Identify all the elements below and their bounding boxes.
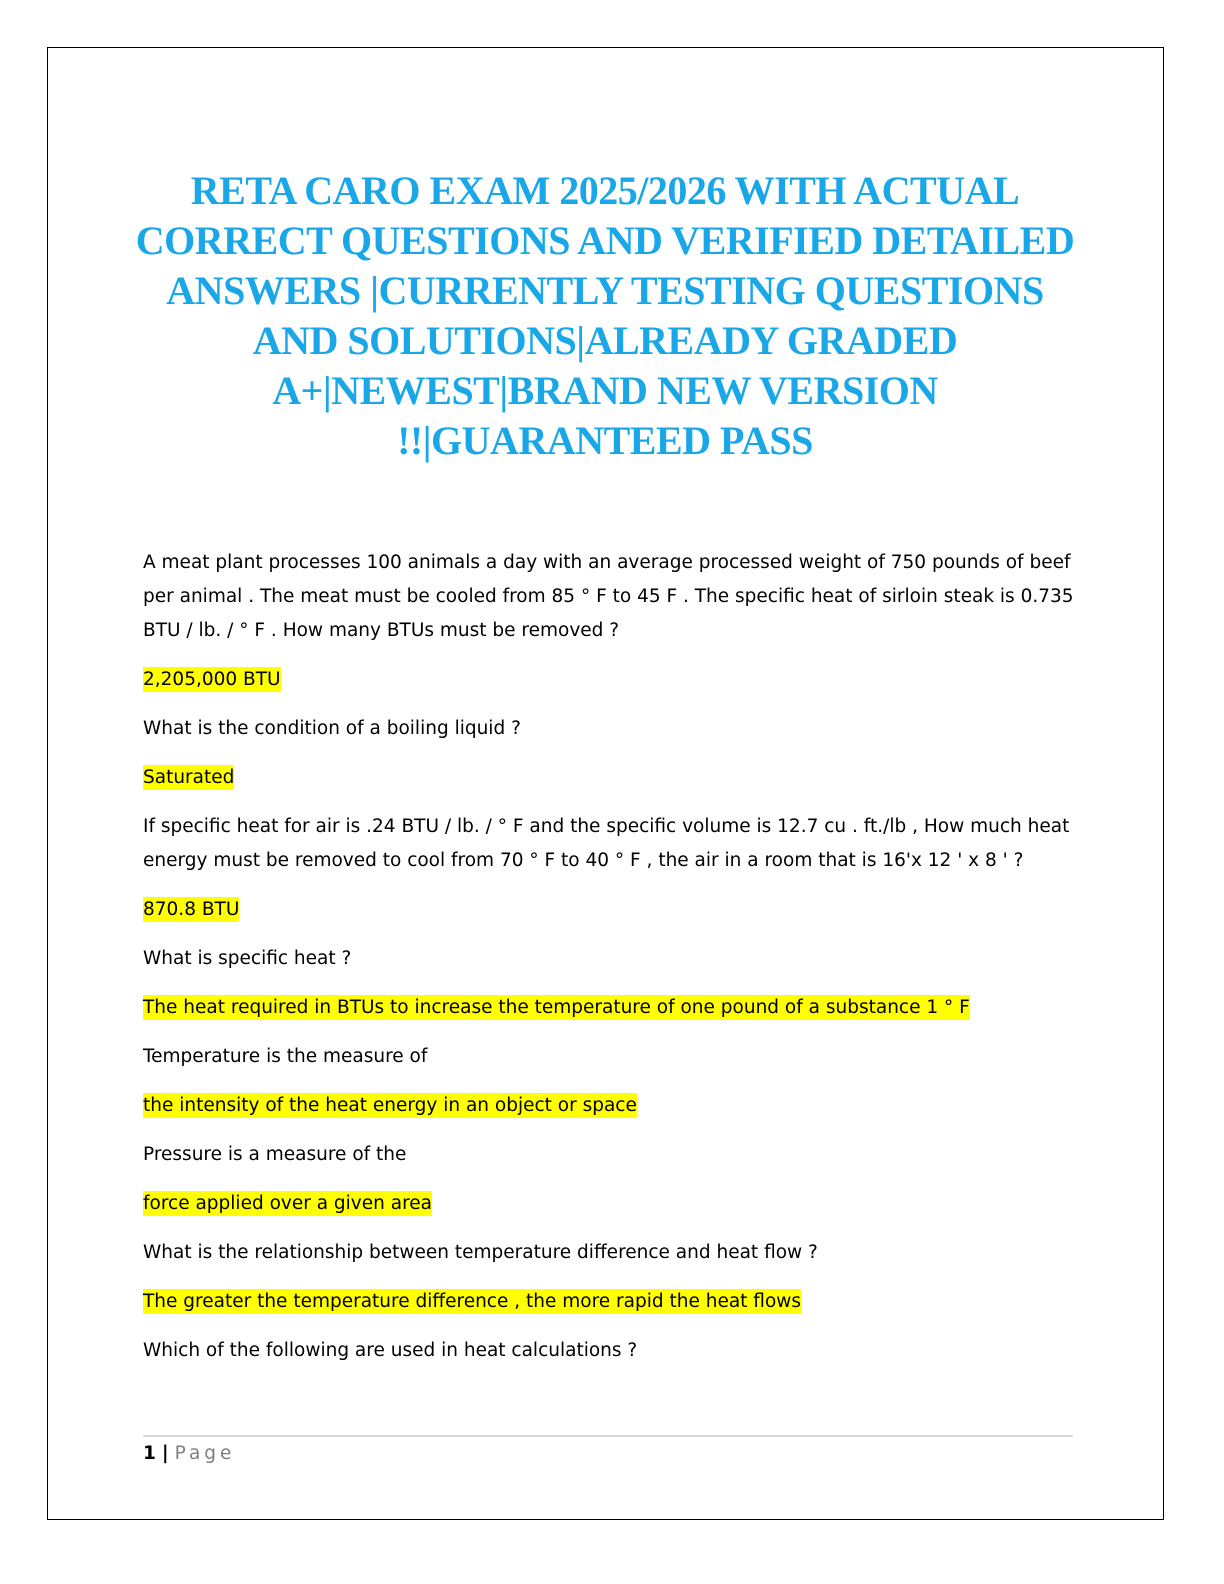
footer-divider — [143, 1435, 1073, 1437]
qa-item — [143, 546, 1078, 697]
footer-separator: | — [161, 1443, 169, 1464]
document-body — [143, 546, 1078, 1383]
answer-text — [143, 1285, 1078, 1319]
question-text: If specific heat for air is .24 BTU / lb. / ° F and the specific volume is 12.7 cu . ft./lb , How much heat energy must be removed to cool from 70 ° F to 40 ° F , the air in a room that is 16'x 12 ' x 8 ' ? — [143, 816, 1070, 871]
qa-item — [143, 712, 1078, 795]
trailing-question-text: Which of the following are used in heat calculations ? — [143, 1340, 638, 1361]
answer-text — [143, 893, 1078, 927]
qa-item — [143, 1040, 1078, 1123]
qa-item — [143, 810, 1078, 927]
answer-text — [143, 761, 1078, 795]
answer-text — [143, 991, 1078, 1025]
answer-highlight: The heat required in BTUs to increase the temperature of one pound of a substance 1 ° F — [143, 997, 970, 1018]
question-text: Pressure is a measure of the — [143, 1144, 407, 1165]
qa-item — [143, 1138, 1078, 1221]
page-footer — [143, 1443, 235, 1465]
page-number: 1 — [143, 1443, 156, 1464]
answer-text — [143, 1089, 1078, 1123]
answer-highlight: the intensity of the heat energy in an object or space — [143, 1095, 637, 1116]
answer-highlight: 870.8 BTU — [143, 899, 240, 920]
page-label: Page — [174, 1443, 236, 1464]
question-text: A meat plant processes 100 animals a day with an average processed weight of 750 pounds of beef per animal . The meat must be cooled from 85 ° F to 45 F . The specific heat of sirloin steak is 0.735 BTU / lb. / ° F . How many BTUs must be removed ? — [143, 552, 1074, 641]
question-text: What is the relationship between temperature difference and heat flow ? — [143, 1242, 818, 1263]
question-text: What is specific heat ? — [143, 948, 352, 969]
answer-highlight: force applied over a given area — [143, 1193, 432, 1214]
answer-text — [143, 1187, 1078, 1221]
document-title: RETA CARO EXAM 2025/2026 WITH ACTUAL CORRECT QUESTIONS AND VERIFIED DETAILED ANSWERS |CURRENTLY TESTING QUESTIONS AND SOLUTIONS|ALREADY GRADED A+|NEWEST|BRAND NEW VERSION !!|GUARANTEED PASS — [135, 168, 1075, 463]
question-text: Temperature is the measure of — [143, 1046, 428, 1067]
answer-highlight: Saturated — [143, 767, 235, 788]
answer-highlight: 2,205,000 BTU — [143, 669, 281, 690]
answer-text — [143, 663, 1078, 697]
qa-item — [143, 942, 1078, 1025]
answer-highlight: The greater the temperature difference , the more rapid the heat flows — [143, 1291, 802, 1312]
question-text: What is the condition of a boiling liquid ? — [143, 718, 521, 739]
qa-item — [143, 1236, 1078, 1319]
